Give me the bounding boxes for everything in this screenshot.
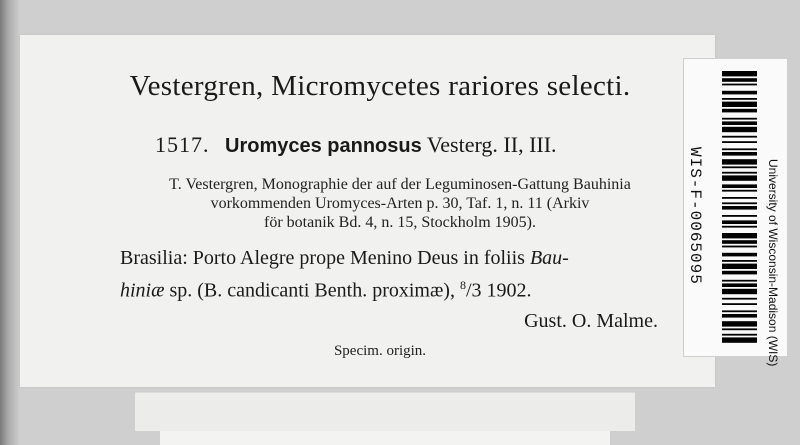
folder-tab: [135, 392, 635, 431]
locality-part-1: Brasilia: Porto Alegre prope Menino Deus in foliis: [120, 247, 530, 269]
barcode-label: [683, 58, 788, 367]
species-name: Uromyces pannosus: [225, 135, 422, 157]
locality-text: [120, 245, 680, 305]
institution-name: University of Wisconsin-Madison (WIS): [766, 159, 780, 367]
catalog-number: WIS-F-0065095: [686, 147, 704, 285]
specimen-note: Specim. origin.: [333, 343, 427, 359]
exsiccata-number: 1517.: [155, 132, 210, 157]
date-rest: /3 1902.: [465, 279, 532, 302]
literature-reference: [100, 175, 700, 232]
species-line: [155, 132, 557, 158]
reference-line-1: T. Vestergren, Monographie der auf der Leguminosen-Gattung Bauhinia: [169, 176, 631, 193]
reference-line-2: vorkommenden Uromyces-Arten p. 30, Taf. 1, n. 11 (Arkiv: [210, 195, 590, 212]
collector-name: Gust. O. Malme.: [524, 310, 658, 332]
species-authority: Vesterg. II, III.: [426, 132, 557, 157]
date-day: 8: [459, 278, 466, 292]
reference-line-3: för botanik Bd. 4, n. 15, Stockholm 1905).: [264, 214, 536, 231]
host-genus-part-2: hiniæ: [120, 279, 165, 302]
host-genus-part-1: Bau-: [529, 247, 569, 269]
locality-part-2: sp. (B. candicanti Benth. proximæ),: [164, 279, 460, 302]
barcode-icon: [722, 71, 757, 346]
label-title: Vestergren, Micromycetes rariores selecti.: [129, 70, 631, 102]
